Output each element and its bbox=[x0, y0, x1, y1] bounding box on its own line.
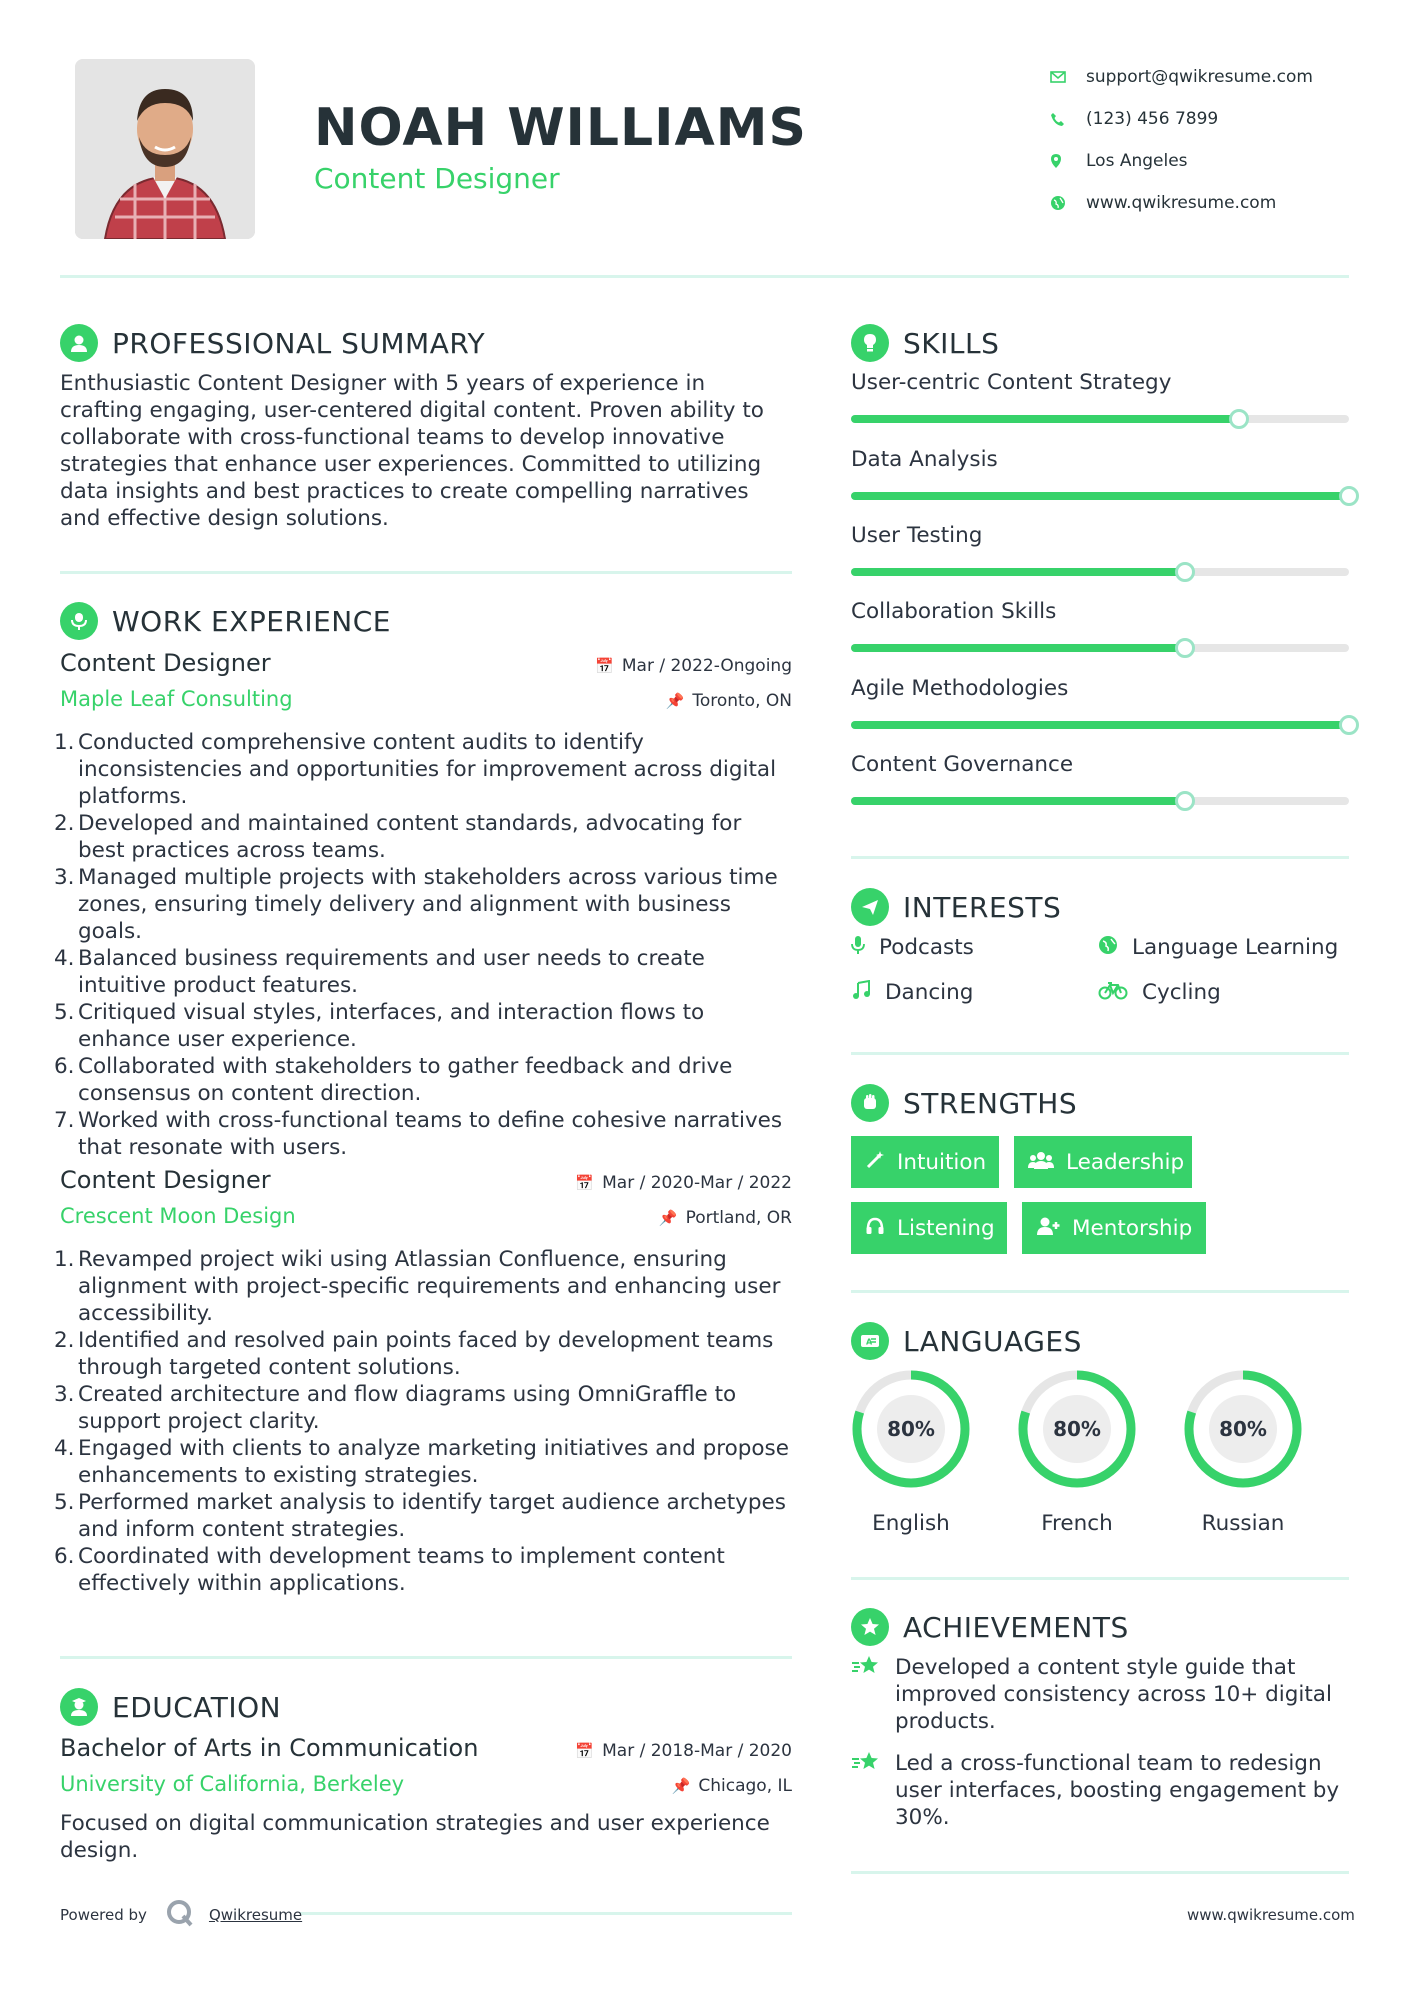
contact-email-text: support@qwikresume.com bbox=[1086, 67, 1313, 87]
education-dates bbox=[575, 1741, 792, 1761]
skill-name: User Testing bbox=[851, 523, 983, 548]
contact-website-text: www.qwikresume.com bbox=[1086, 193, 1277, 213]
summary-heading-text: PROFESSIONAL SUMMARY bbox=[112, 326, 486, 360]
language-percent: 80% bbox=[1053, 1417, 1101, 1441]
skill-item bbox=[851, 676, 1349, 729]
list-item: 4. Engaged with clients to analyze marketing initiatives and propose enhancements to existing strategies. bbox=[54, 1436, 789, 1488]
skill-bar-knob bbox=[1175, 791, 1195, 811]
strengths-heading bbox=[851, 1084, 1077, 1122]
strength-tag bbox=[851, 1136, 999, 1188]
skill-bar bbox=[851, 721, 1349, 729]
user-icon bbox=[60, 324, 98, 362]
job-location-text: Toronto, ON bbox=[692, 691, 792, 711]
graduation-icon bbox=[60, 1688, 98, 1726]
skill-bar-fill bbox=[851, 492, 1349, 500]
interest-label: Language Learning bbox=[1132, 935, 1339, 960]
contact-website[interactable] bbox=[1050, 182, 1313, 224]
language-item bbox=[849, 1367, 973, 1536]
contact-email[interactable] bbox=[1050, 56, 1313, 98]
list-item: 5. Performed market analysis to identify target audience archetypes and inform content strategies. bbox=[54, 1490, 786, 1542]
envelope-icon bbox=[1050, 71, 1086, 83]
candidate-name: NOAH WILLIAMS bbox=[314, 98, 807, 158]
skill-bar-fill bbox=[851, 797, 1185, 805]
contact-location bbox=[1050, 140, 1313, 182]
skill-bar bbox=[851, 568, 1349, 576]
language-item bbox=[1181, 1367, 1305, 1536]
language-item bbox=[1015, 1367, 1139, 1536]
degree-title: Bachelor of Arts in Communication bbox=[60, 1734, 479, 1762]
calendar-icon: 📅 bbox=[575, 1174, 595, 1192]
strength-label: Leadership bbox=[1066, 1149, 1185, 1175]
language-name: English bbox=[872, 1511, 950, 1536]
list-item: 6. Coordinated with development teams to implement content effectively within applications. bbox=[54, 1544, 725, 1596]
pushpin-icon: 📌 bbox=[658, 1209, 678, 1227]
skill-bar bbox=[851, 644, 1349, 652]
music-note-icon bbox=[851, 980, 871, 1005]
skill-item bbox=[851, 370, 1349, 423]
strengths-heading-text: STRENGTHS bbox=[903, 1086, 1078, 1120]
interest-item bbox=[1098, 980, 1221, 1005]
header-divider bbox=[60, 275, 1349, 278]
job-duties bbox=[54, 729, 792, 1161]
skills-divider bbox=[851, 856, 1349, 859]
summary-divider bbox=[60, 571, 792, 574]
list-item: 2. Developed and maintained content standards, advocating for best practices across teams. bbox=[54, 811, 742, 863]
skill-item bbox=[851, 599, 1349, 652]
skill-bar-knob bbox=[1175, 638, 1195, 658]
strength-tag bbox=[1014, 1136, 1192, 1188]
interest-item bbox=[1098, 935, 1338, 960]
interest-label: Cycling bbox=[1142, 980, 1221, 1005]
svg-text:A: A bbox=[866, 1337, 873, 1347]
interest-label: Dancing bbox=[885, 980, 974, 1005]
list-item: 3. Created architecture and flow diagrams using OmniGraffle to support project clarity. bbox=[54, 1382, 737, 1434]
work-heading bbox=[60, 602, 391, 640]
education-heading-text: EDUCATION bbox=[112, 1690, 282, 1724]
list-item: 3. Managed multiple projects with stakeholders across various time zones, ensuring timely delivery and alignment with business goals. bbox=[54, 865, 778, 944]
language-name: French bbox=[1041, 1511, 1113, 1536]
skill-name: Agile Methodologies bbox=[851, 676, 1069, 701]
lightbulb-icon bbox=[851, 324, 889, 362]
job-dates-text: Mar / 2022-Ongoing bbox=[621, 656, 792, 676]
skills-heading-text: SKILLS bbox=[903, 326, 1000, 360]
skill-bar-fill bbox=[851, 568, 1185, 576]
achievement-item bbox=[851, 1654, 1351, 1735]
language-card-icon bbox=[851, 1322, 889, 1360]
strength-tag bbox=[851, 1202, 1007, 1254]
strength-label: Mentorship bbox=[1072, 1215, 1193, 1241]
pushpin-icon: 📌 bbox=[665, 692, 685, 710]
powered-by-text: Powered by bbox=[60, 1906, 147, 1924]
pushpin-icon: 📌 bbox=[671, 1777, 691, 1795]
skill-name: Data Analysis bbox=[851, 447, 998, 472]
phone-icon bbox=[1050, 112, 1086, 127]
interests-heading-text: INTERESTS bbox=[903, 890, 1062, 924]
skill-item bbox=[851, 523, 1349, 576]
languages-heading-text: LANGUAGES bbox=[903, 1324, 1082, 1358]
skill-bar-fill bbox=[851, 721, 1349, 729]
skill-bar-knob bbox=[1339, 486, 1359, 506]
education-location-text: Chicago, IL bbox=[698, 1776, 792, 1796]
contact-list bbox=[1050, 56, 1313, 224]
interest-item bbox=[851, 980, 973, 1005]
contact-phone-text: (123) 456 7899 bbox=[1086, 109, 1219, 129]
footer-website[interactable]: www.qwikresume.com bbox=[1187, 1906, 1355, 1924]
job-company: Maple Leaf Consulting bbox=[60, 687, 293, 711]
job-dates-text: Mar / 2020-Mar / 2022 bbox=[602, 1173, 792, 1193]
bicycle-icon bbox=[1098, 980, 1128, 1005]
magic-wand-icon bbox=[865, 1150, 885, 1175]
skill-name: User-centric Content Strategy bbox=[851, 370, 1172, 395]
job-entry-2 bbox=[54, 1166, 792, 1597]
paper-plane-icon bbox=[851, 888, 889, 926]
summary-heading bbox=[60, 324, 485, 362]
skill-bar-knob bbox=[1339, 715, 1359, 735]
job-dates bbox=[575, 1173, 792, 1193]
group-icon bbox=[1028, 1150, 1054, 1175]
list-item: 1. Conducted comprehensive content audits to identify inconsistencies and opportunities for improvement across digital platforms. bbox=[54, 730, 777, 809]
skill-bar-fill bbox=[851, 415, 1239, 423]
list-item: 4. Balanced business requirements and user needs to create intuitive product features. bbox=[54, 946, 705, 998]
profile-photo bbox=[75, 59, 255, 239]
skills-heading bbox=[851, 324, 999, 362]
footer-brand bbox=[60, 1898, 302, 1932]
contact-location-text: Los Angeles bbox=[1086, 151, 1188, 171]
job-title: Content Designer bbox=[60, 649, 271, 677]
list-item: 2. Identified and resolved pain points faced by development teams through targeted content solutions. bbox=[54, 1328, 774, 1380]
strength-label: Intuition bbox=[897, 1149, 987, 1175]
education-entry bbox=[60, 1734, 792, 1864]
user-plus-icon bbox=[1036, 1216, 1060, 1241]
achievement-item bbox=[851, 1750, 1351, 1831]
work-divider bbox=[60, 1656, 792, 1659]
languages-divider bbox=[851, 1577, 1349, 1580]
skill-bar-fill bbox=[851, 644, 1185, 652]
job-dates bbox=[595, 656, 792, 676]
qwikresume-link[interactable]: Qwikresume bbox=[208, 1906, 303, 1924]
interests-divider bbox=[851, 1052, 1349, 1055]
language-name: Russian bbox=[1201, 1511, 1285, 1536]
skill-name: Content Governance bbox=[851, 752, 1074, 777]
briefcase-icon bbox=[60, 602, 98, 640]
achievement-text: Developed a content style guide that improved consistency across 10+ digital products. bbox=[895, 1655, 1332, 1734]
strengths-divider bbox=[851, 1290, 1349, 1293]
skill-bar bbox=[851, 492, 1349, 500]
calendar-icon: 📅 bbox=[595, 657, 614, 675]
fist-icon bbox=[851, 1084, 889, 1122]
contact-phone[interactable] bbox=[1050, 98, 1313, 140]
qwikresume-logo-icon bbox=[165, 1898, 195, 1932]
strength-tag bbox=[1022, 1202, 1206, 1254]
skill-name: Collaboration Skills bbox=[851, 599, 1057, 624]
strength-label: Listening bbox=[897, 1215, 995, 1241]
job-title: Content Designer bbox=[60, 1166, 271, 1194]
language-percent: 80% bbox=[887, 1417, 935, 1441]
achievements-heading bbox=[851, 1608, 1129, 1646]
education-dates-text: Mar / 2018-Mar / 2020 bbox=[602, 1741, 792, 1761]
globe-icon bbox=[1050, 195, 1086, 211]
list-item: 1. Revamped project wiki using Atlassian Confluence, ensuring alignment with project-specific requirements and enhancing user accessibility. bbox=[54, 1247, 781, 1326]
headphones-icon bbox=[865, 1216, 885, 1241]
achievement-text: Led a cross-functional team to redesign user interfaces, boosting engagement by 30%. bbox=[895, 1751, 1340, 1830]
skill-bar-knob bbox=[1175, 562, 1195, 582]
interest-item bbox=[851, 935, 974, 960]
job-location bbox=[666, 691, 792, 711]
skill-item bbox=[851, 447, 1349, 500]
microphone-icon bbox=[851, 935, 865, 960]
skill-bar bbox=[851, 415, 1349, 423]
summary-text: Enthusiastic Content Designer with 5 years of experience in crafting engaging, user-centered digital content. Proven ability to collaborate with cross-functional teams to develop innovative strategies that enhance user experiences. Committed to utilizing data insights and best practices to create compelling narratives and effective design solutions. bbox=[60, 371, 764, 531]
skill-bar bbox=[851, 797, 1349, 805]
footer-divider bbox=[300, 1912, 792, 1915]
language-percent: 80% bbox=[1219, 1417, 1267, 1441]
education-location bbox=[672, 1776, 792, 1796]
job-location bbox=[659, 1208, 792, 1228]
star-icon bbox=[851, 1654, 895, 1735]
candidate-title: Content Designer bbox=[314, 162, 560, 195]
education-text: Focused on digital communication strategies and user experience design. bbox=[60, 1811, 770, 1863]
job-entry-1 bbox=[54, 649, 792, 1161]
location-pin-icon bbox=[1050, 153, 1086, 169]
achievements-divider bbox=[851, 1871, 1349, 1874]
interests-heading bbox=[851, 888, 1061, 926]
skill-item bbox=[851, 752, 1349, 805]
job-duties bbox=[54, 1246, 792, 1597]
globe-icon bbox=[1098, 935, 1118, 960]
skill-bar-knob bbox=[1229, 409, 1249, 429]
languages-heading bbox=[851, 1322, 1082, 1360]
work-heading-text: WORK EXPERIENCE bbox=[112, 604, 391, 638]
list-item: 6. Collaborated with stakeholders to gather feedback and drive consensus on content direction. bbox=[54, 1054, 733, 1106]
star-icon bbox=[851, 1750, 895, 1831]
education-heading bbox=[60, 1688, 281, 1726]
list-item: 5. Critiqued visual styles, interfaces, and interaction flows to enhance user experience. bbox=[54, 1000, 705, 1052]
calendar-icon: 📅 bbox=[575, 1742, 595, 1760]
interest-label: Podcasts bbox=[879, 935, 974, 960]
school-name: University of California, Berkeley bbox=[60, 1772, 405, 1796]
list-item: 7. Worked with cross-functional teams to define cohesive narratives that resonate with users. bbox=[54, 1108, 783, 1160]
achievements-heading-text: ACHIEVEMENTS bbox=[903, 1610, 1129, 1644]
job-location-text: Portland, OR bbox=[685, 1208, 792, 1228]
job-company: Crescent Moon Design bbox=[60, 1204, 296, 1228]
star-badge-icon bbox=[851, 1608, 889, 1646]
